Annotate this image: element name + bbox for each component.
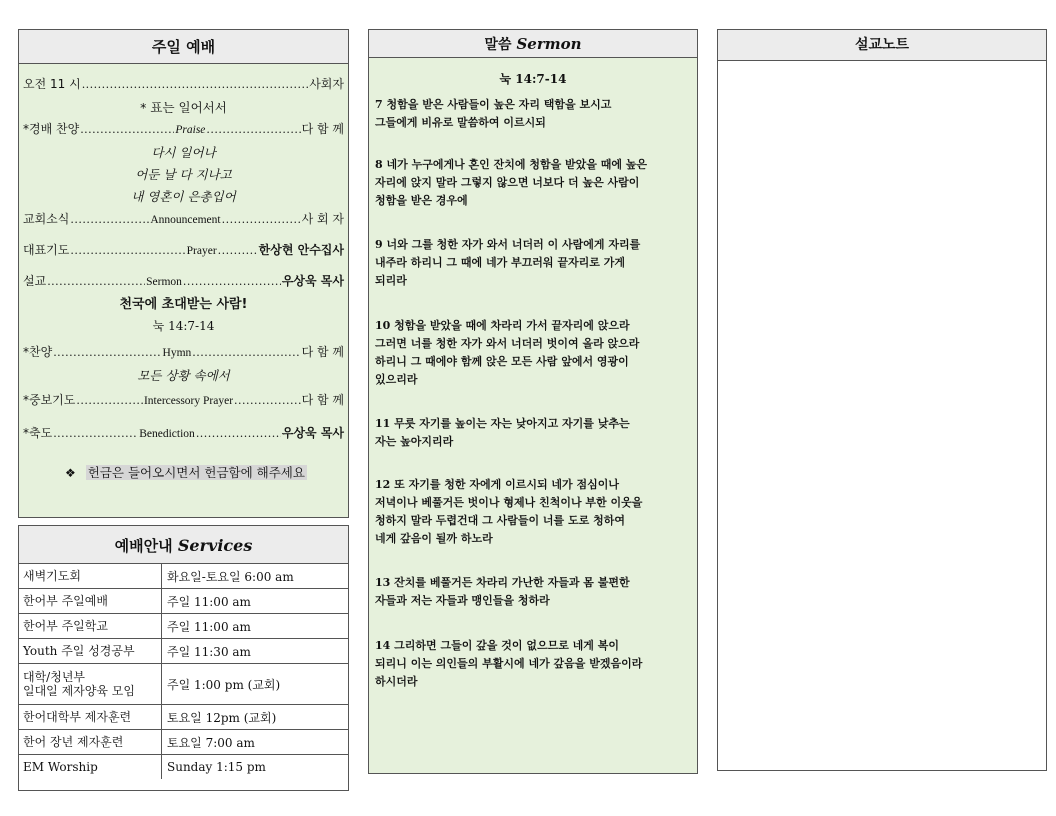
hymn-song: 모든 상황 속에서: [137, 368, 230, 383]
service-time: 화요일-토요일 6:00 am: [167, 569, 294, 584]
verse-line: 13 잔치를 베풀거든 차라리 가난한 자들과 몸 불편한: [375, 576, 630, 589]
services-title-ko: 예배안내: [114, 537, 173, 555]
verse-7: [375, 96, 693, 132]
verse-line: 네게 갚음이 될까 하노라: [375, 532, 493, 545]
verse-line: 청하지 말라 두렵건대 그 사람들이 너를 도로 청하여: [375, 514, 625, 527]
verse-line: 10 청함을 받았을 때에 차라리 가서 끝자리에 앉으라: [375, 319, 630, 332]
scripture-reference: 눅 14:7-14: [499, 72, 567, 86]
leader-dots: [80, 122, 174, 136]
stand-note: * 표는 일어서서: [140, 100, 227, 115]
intercession-leader: 다 함 께: [301, 393, 344, 407]
hymn-english: Hymn: [162, 347, 192, 359]
service-name: 한어부 주일학교: [19, 614, 162, 638]
verse-12: [375, 476, 693, 548]
service-name: 한어대학부 제자훈련: [19, 705, 162, 729]
table-row: [19, 664, 348, 705]
leader-dots: [53, 426, 138, 440]
service-name: [19, 664, 162, 704]
intercession-row: [23, 391, 344, 409]
announcement-english: Announcement: [150, 214, 221, 226]
praise-english: Praise: [175, 124, 206, 136]
service-name: EM Worship: [19, 755, 162, 779]
table-row: [19, 730, 348, 755]
leader-dots: [183, 274, 281, 288]
table-row: [19, 755, 348, 779]
services-title: [19, 526, 348, 564]
leader-dots: [53, 345, 161, 359]
opening-leader: 사회자: [309, 77, 344, 91]
verse-13: [375, 574, 693, 610]
leader-dots: [222, 212, 301, 226]
benediction-label: *축도: [23, 426, 53, 440]
table-row: [19, 705, 348, 730]
praise-label: *경배 찬양: [23, 122, 80, 136]
diamond-bullet-icon: ❖: [65, 466, 76, 480]
leader-dots: [192, 345, 300, 359]
service-time: 주일 11:00 am: [167, 594, 251, 609]
verse-10: [375, 317, 693, 389]
praise-row: [23, 120, 344, 138]
verse-line: 되리니 이는 의인들의 부활시에 네가 갚음을 받겠음이라: [375, 657, 643, 670]
table-row: [19, 639, 348, 664]
table-row: [19, 614, 348, 639]
verse-line: 자는 높아지리라: [375, 435, 454, 448]
sermon-english: Sermon: [146, 276, 182, 288]
sermon-scripture-panel: [368, 29, 698, 774]
verse-line: 그들에게 비유로 말씀하여 이르시되: [375, 116, 546, 129]
services-title-en: Services: [177, 536, 253, 555]
hymn-row: [23, 343, 344, 361]
sermon-preacher: 우상욱 목사: [281, 274, 344, 288]
verse-line: 11 무릇 자기를 높이는 자는 낮아지고 자기를 낮추는: [375, 417, 630, 430]
service-time: 주일 1:00 pm (교회): [167, 677, 281, 692]
verse-line: 되리라: [375, 274, 407, 287]
verse-line: 청함을 받은 경우에: [375, 194, 468, 207]
leader-dots: [70, 212, 149, 226]
service-time: 주일 11:30 am: [167, 644, 251, 659]
leader-dots: [82, 77, 309, 91]
leader-dots: [206, 122, 300, 136]
services-table: [19, 564, 348, 790]
intercession-english: Intercessory Prayer: [143, 395, 234, 407]
service-name: 한어 장년 제자훈련: [19, 730, 162, 754]
service-time: 토요일 12pm (교회): [167, 710, 277, 725]
benediction-row: [23, 424, 344, 442]
sermon-title-en: Sermon: [516, 35, 582, 53]
prayer-leader: 한상현 안수집사: [258, 243, 344, 257]
leader-dots: [234, 393, 301, 407]
verse-line: 8 네가 누구에게나 혼인 잔치에 청함을 받았을 때에 높은: [375, 158, 648, 171]
verse-line: 7 청함을 받은 사람들이 높은 자리 택함을 보시고: [375, 98, 612, 111]
offering-note: [65, 463, 307, 481]
praise-song-2: 어둔 날 다 지나고: [135, 167, 232, 182]
leader-dots: [218, 243, 258, 257]
verse-line: 내주라 하리니 그 때에 네가 부끄러워 끝자리로 가게: [375, 256, 625, 269]
praise-leader: 다 함 께: [301, 122, 344, 136]
notes-title: 설교노트: [718, 30, 1046, 61]
verse-line: 자리에 앉지 말라 그렇지 않으면 너보다 더 높은 사람이: [375, 176, 640, 189]
hymn-leader: 다 함 께: [301, 345, 344, 359]
verse-8: [375, 156, 693, 210]
praise-song-1: 다시 일어나: [151, 145, 216, 160]
hymn-label: *찬양: [23, 345, 53, 359]
service-name-line2: 일대일 제자양육 모임: [23, 684, 135, 698]
sermon-reference: 눅 14:7-14: [152, 319, 215, 333]
table-row: [19, 564, 348, 589]
sermon-label: 설교: [23, 274, 47, 288]
notes-area[interactable]: [718, 61, 1046, 770]
service-name-line1: 대학/청년부: [23, 670, 86, 684]
verse-line: 있으리라: [375, 373, 418, 386]
leader-dots: [76, 393, 143, 407]
verse-11: [375, 415, 693, 451]
verse-line: 14 그리하면 그들이 갚을 것이 없으므로 네게 복이: [375, 639, 620, 652]
verse-line: 12 또 자기를 청한 자에게 이르시되 네가 점심이나: [375, 478, 620, 491]
worship-title: 주일 예배: [19, 30, 348, 64]
leader-dots: [196, 426, 281, 440]
leader-dots: [47, 274, 145, 288]
verse-line: 하시더라: [375, 675, 418, 688]
sermon-notes-panel: [717, 29, 1047, 771]
service-time: Sunday 1:15 pm: [167, 760, 266, 774]
benediction-preacher: 우상욱 목사: [281, 426, 344, 440]
announcement-label: 교회소식: [23, 212, 70, 226]
benediction-english: Benediction: [139, 428, 195, 440]
intercession-label: *중보기도: [23, 393, 76, 407]
service-time: 토요일 7:00 am: [167, 735, 255, 750]
sermon-header: [369, 30, 697, 58]
opening-row: [23, 75, 344, 93]
praise-song-3: 내 영혼이 은총입어: [131, 189, 236, 204]
offering-note-text: 헌금은 들어오시면서 헌금함에 해주세요: [87, 465, 305, 480]
verse-line: 자들과 저는 자들과 맹인들을 청하라: [375, 594, 550, 607]
prayer-row: [23, 241, 344, 259]
verse-14: [375, 637, 693, 691]
announcement-leader: 사 회 자: [301, 212, 344, 226]
sermon-row: [23, 272, 344, 290]
service-time: 주일 11:00 am: [167, 619, 251, 634]
table-row: [19, 589, 348, 614]
service-name: 새벽기도회: [19, 564, 162, 588]
prayer-label: 대표기도: [23, 243, 70, 257]
verse-line: 9 너와 그를 청한 자가 와서 너더러 이 사람에게 자리를: [375, 238, 641, 251]
verse-9: [375, 236, 693, 290]
verse-line: 그러면 너를 청한 자가 와서 너더러 벗이여 올라 앉으라: [375, 337, 640, 350]
worship-order-panel: [18, 29, 349, 518]
sermon-title: 천국에 초대받는 사람!: [119, 297, 248, 312]
leader-dots: [70, 243, 185, 257]
announcement-row: [23, 210, 344, 228]
service-name: Youth 주일 성경공부: [19, 639, 162, 663]
services-panel: [18, 525, 349, 791]
sermon-title-ko: 말씀: [484, 37, 512, 53]
opening-time-label: 오전 11 시: [23, 77, 81, 91]
prayer-english: Prayer: [186, 245, 217, 257]
verse-line: 하리니 그 때에야 함께 앉은 모든 사람 앞에서 영광이: [375, 355, 629, 368]
verse-line: 저녁이나 베풀거든 벗이나 형제나 친척이나 부한 이웃을: [375, 496, 643, 509]
service-name: 한어부 주일예배: [19, 589, 162, 613]
